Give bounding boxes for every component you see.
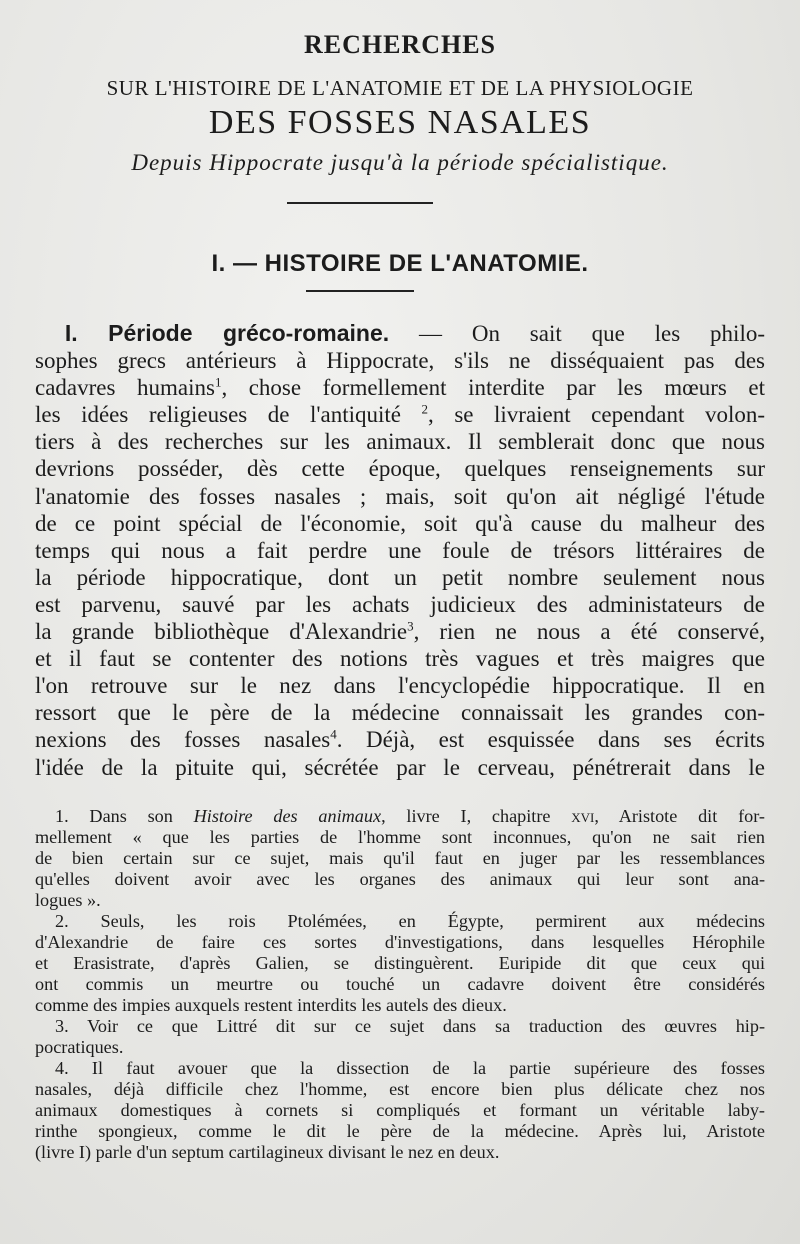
footnotes [35, 806, 765, 1163]
divider-rule [306, 290, 414, 292]
footnote-line: qu'elles doivent avoir avec les organes des animaux qui leur sont ana- [35, 869, 765, 889]
body-line: l'idée de la pituite qui, sécrétée par le cerveau, pénétrerait dans le [35, 754, 765, 780]
title-fosses-nasales: DES FOSSES NASALES [208, 104, 592, 141]
footnote-2: 2. Seuls, les rois Ptolémées, en Égypte, permirent aux médecins [55, 911, 765, 931]
body-line: l'on retrouve sur le nez dans l'encyclopédie hippocratique. Il en [35, 673, 765, 699]
body-line: I. Période gréco-romaine. — On sait que les philo- [64, 320, 765, 346]
footnote-ref: 3 [407, 618, 414, 634]
body-line: l'anatomie des fosses nasales ; mais, soit qu'on ait négligé l'étude [35, 483, 765, 509]
body-line: ressort que le père de la médecine connaissait les grandes con- [35, 700, 765, 726]
body-text [35, 320, 765, 781]
footnote-line: (livre I) parle d'un septum cartilagineux divisant le nez en deux. [35, 1142, 500, 1162]
subsection-heading: I. Période gréco-romaine. [64, 320, 390, 346]
divider-rule [287, 202, 433, 204]
footnote-1: 1. Dans son Histoire des animaux, livre I, chapitre xvi, Aristote dit for- [55, 806, 765, 826]
body-line: et il faut se contenter des notions très vagues et très maigres que [35, 646, 765, 672]
body-line: nexions des fosses nasales$^4$. Déjà, est esquissée dans ses écrits [35, 726, 765, 753]
footnote-line: et Erasistrate, d'après Galien, se distinguèrent. Euripide dit que ceux qui [35, 953, 765, 973]
footnote-ref: 1 [214, 374, 222, 390]
footnote-line: d'Alexandrie de faire ces sortes d'investigations, dans lesquelles Hérophile [35, 932, 765, 952]
title-recherches: RECHERCHES [303, 30, 497, 59]
footnote-line: ont commis un meurtre ou touché un cadavre doivent être considérés [35, 974, 765, 994]
body-line: de ce point spécial de l'économie, soit qu'à cause du malheur des [35, 510, 765, 536]
body-line: la période hippocratique, dont un petit nombre seulement nous [35, 564, 765, 590]
body-line: tiers à des recherches sur les animaux. Il semblerait donc que nous [35, 429, 765, 455]
title-subject: SUR L'HISTOIRE DE L'ANATOMIE ET DE LA PHYSIOLOGIE [106, 76, 694, 100]
footnote-4: 4. Il faut avouer que la dissection de la partie supérieure des fosses [55, 1058, 765, 1078]
footnote-ref: 2 [421, 401, 429, 417]
footnote-ref: 4 [330, 726, 337, 742]
body-line: sophes grecs antérieurs à Hippocrate, s'ils ne disséquaient pas des [35, 348, 765, 374]
footnote-3: 3. Voir ce que Littré dit sur ce sujet dans sa traduction des œuvres hip- [55, 1016, 765, 1036]
title-period: Depuis Hippocrate jusqu'à la période spécialistique. [131, 150, 669, 175]
footnote-line: de bien certain sur ce sujet, mais qu'il faut en juger par les ressemblances [35, 848, 765, 868]
footnote-line: rinthe spongieux, comme le dit le père de la médecine. Après lui, Aristote [35, 1121, 765, 1141]
footnote-line: nasales, déjà difficile chez l'homme, est encore bien plus délicate chez nos [35, 1079, 765, 1099]
footnote-line: comme des impies auxquels restent interdits les autels des dieux. [35, 995, 507, 1015]
footnote-line: pocratiques. [35, 1037, 124, 1057]
footnote-line: animaux domestiques à cornets si compliqués et formant un véritable laby- [35, 1100, 765, 1120]
body-line: les idées religieuses de l'antiquité $^2$, se livraient cependant volon- [35, 401, 765, 428]
footnote-line: logues ». [35, 890, 101, 910]
body-line: temps qui nous a fait perdre une foule de trésors littéraires de [35, 537, 765, 563]
book-title: Histoire des animaux [193, 806, 382, 826]
footnote-line: mellement « que les parties de l'homme sont inconnues, qu'on ne sait rien [35, 827, 765, 847]
body-line: devrions posséder, dès cette époque, quelques renseignements sur [35, 456, 765, 482]
body-line: la grande bibliothèque d'Alexandrie$^3$, rien ne nous a été conservé, [35, 618, 765, 645]
body-line: cadavres humains$^1$, chose formellement interdite par les mœurs et [35, 374, 765, 401]
section-title: I. — HISTOIRE DE L'ANATOMIE. [211, 250, 589, 277]
body-line: est parvenu, sauvé par les achats judicieux des administateurs de [35, 591, 765, 617]
